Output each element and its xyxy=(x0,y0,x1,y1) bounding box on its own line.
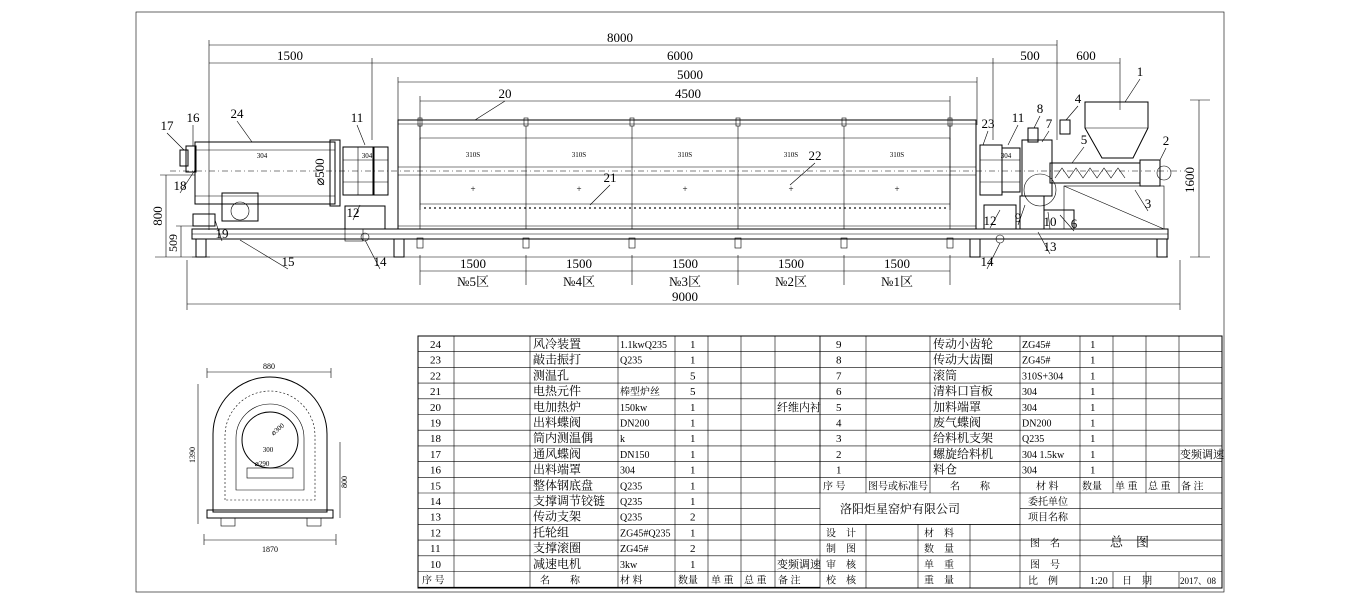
property-label: 单 重 xyxy=(924,559,954,571)
dim-height-low: 509 xyxy=(166,234,180,252)
drawing-name-label: 图 名 xyxy=(1030,538,1060,550)
signoff-label: 校 核 xyxy=(826,575,856,587)
bom-right-header: 图号或标准号 xyxy=(868,481,928,493)
callout-21: 21 xyxy=(603,170,617,185)
callout-5: 5 xyxy=(1080,132,1088,147)
bom-left-spec: 150kw xyxy=(620,402,648,414)
bom-left-no: 22 xyxy=(430,370,441,383)
bom-left-header: 单 重 xyxy=(711,575,734,587)
bom-left-remark: 变频调速 xyxy=(777,558,821,571)
callout-16: 16 xyxy=(186,110,200,125)
bom-left-no: 23 xyxy=(430,354,441,367)
client-label: 委托单位 xyxy=(1028,497,1068,508)
bom-right-no: 9 xyxy=(836,339,842,351)
bom-right-no: 5 xyxy=(836,401,842,414)
bom-left-header: 名 称 xyxy=(540,575,580,587)
thermo-port-marker: + xyxy=(470,184,476,194)
bom-left-qty: 2 xyxy=(690,511,696,524)
bom-left-name: 支撑滚圈 xyxy=(533,541,582,556)
bom-left-header: 序 号 xyxy=(422,575,445,587)
bom-right-spec: DN200 xyxy=(1022,418,1052,430)
ring-material-label: 304 xyxy=(1000,152,1012,160)
thermo-port-marker: + xyxy=(576,184,582,194)
bom-left-header: 材 料 xyxy=(620,575,643,587)
dim-right-b: 600 xyxy=(1076,48,1096,63)
gear-ring xyxy=(1024,174,1056,206)
screw-feeder xyxy=(1050,163,1140,183)
bom-right-no: 4 xyxy=(836,417,842,430)
scale-value: 1:20 xyxy=(1090,576,1108,587)
callout-19: 19 xyxy=(215,226,229,241)
section-view xyxy=(188,362,349,554)
dim-left-section: 1500 xyxy=(277,48,303,63)
bom-left-spec: 3kw xyxy=(620,559,638,571)
callout-4: 4 xyxy=(1074,91,1082,106)
bom-left-qty: 1 xyxy=(690,558,696,571)
dim-overall-top: 8000 xyxy=(607,30,633,45)
dim-middle: 6000 xyxy=(667,48,693,63)
bom-left-no: 17 xyxy=(430,448,441,461)
bom-left-name: 托轮组 xyxy=(533,525,570,540)
bom-left-header: 总 重 xyxy=(744,575,767,587)
bom-left-qty: 1 xyxy=(690,464,696,477)
bom-left-name: 支撑调节铰链 xyxy=(533,494,606,508)
bom-left-qty: 2 xyxy=(690,543,696,556)
bom-right-spec: 310S+304 xyxy=(1022,371,1064,383)
bom-left-no: 12 xyxy=(430,527,441,540)
bom-left-spec: DN200 xyxy=(620,418,650,430)
bom-right-qty: 1 xyxy=(1090,401,1096,414)
bom-right-no: 1 xyxy=(836,464,842,477)
zone-length: 1500 xyxy=(460,256,486,271)
bom-right-header: 总 重 xyxy=(1148,481,1171,493)
bom-right-name: 螺旋给料机 xyxy=(933,446,994,461)
section-inner-height: 800 xyxy=(340,476,349,488)
zone-length: 1500 xyxy=(778,256,804,271)
bom-left-qty: 1 xyxy=(690,339,696,351)
bom-right-no: 2 xyxy=(836,448,842,461)
bom-left-no: 14 xyxy=(430,496,441,508)
bom-right-name: 滚筒 xyxy=(933,368,958,383)
gear-reducer xyxy=(1020,196,1044,229)
bom-left-spec: k xyxy=(620,434,625,446)
section-width-top: 880 xyxy=(263,362,275,371)
bom-left-qty: 1 xyxy=(690,480,696,493)
thermo-port-marker: + xyxy=(894,184,900,194)
bom-left-no: 10 xyxy=(430,558,441,571)
bom-left-name: 电热元件 xyxy=(533,384,582,399)
bom-right-header: 序 号 xyxy=(823,481,846,493)
bom-left-name: 整体钢底盘 xyxy=(533,478,594,493)
property-label: 材 料 xyxy=(924,528,954,540)
bom-left-spec: Q235 xyxy=(620,512,643,524)
dim-height-left: 800 xyxy=(150,206,165,226)
bom-right-name: 清料口盲板 xyxy=(933,384,994,399)
bom-right-name: 传动小齿轮 xyxy=(933,337,994,351)
bom-left-spec: Q235 xyxy=(620,355,643,367)
bom-left-no: 18 xyxy=(430,433,441,446)
thermo-port-marker: + xyxy=(682,184,688,194)
scale-label: 比 例 xyxy=(1028,576,1058,587)
signoff-label: 设 计 xyxy=(826,528,856,540)
bom-left-name: 出料端罩 xyxy=(533,462,582,477)
bom-left-qty: 5 xyxy=(690,386,696,399)
section-d1: ⌀300 xyxy=(269,421,286,438)
bom-right-name: 废气蝶阀 xyxy=(933,415,982,430)
callout-9: 9 xyxy=(1014,210,1022,225)
bom-right-qty: 1 xyxy=(1090,354,1096,367)
bom-left-spec: ZG45# xyxy=(620,544,649,556)
bom-left-no: 15 xyxy=(430,480,441,493)
bom-right-name: 传动大齿圈 xyxy=(933,352,994,367)
bom-right-spec: 304 xyxy=(1022,402,1037,414)
bom-left-spec: Q235 xyxy=(620,497,643,508)
callout-10: 10 xyxy=(1043,214,1057,229)
section-height: 1390 xyxy=(188,447,197,463)
callout-11: 11 xyxy=(350,110,364,125)
bom-left-spec: 1.1kwQ235 xyxy=(620,340,667,351)
bom-left-name: 出料蝶阀 xyxy=(533,415,582,430)
callout-23: 23 xyxy=(981,116,995,131)
bom-left-name: 电加热炉 xyxy=(533,399,582,414)
bom-right-spec: ZG45# xyxy=(1022,355,1051,367)
signoff-label: 制 图 xyxy=(826,544,856,556)
bom-right-spec: 304 xyxy=(1022,465,1037,477)
date-value: 2017、08 xyxy=(1180,576,1217,586)
property-label: 重 量 xyxy=(924,575,954,587)
callout-20: 20 xyxy=(498,86,512,101)
bom-right-no: 8 xyxy=(836,354,842,367)
bom-right-qty: 1 xyxy=(1090,386,1096,399)
callout-13: 13 xyxy=(1043,239,1057,254)
project-label: 项目名称 xyxy=(1028,512,1068,524)
tube-material-label: 310S xyxy=(889,151,905,159)
bom-left-qty: 1 xyxy=(690,496,696,508)
riding-ring-right xyxy=(980,145,1002,195)
section-d3: ⌀290 xyxy=(254,460,270,468)
bom-right-spec: Q235 xyxy=(1022,434,1045,446)
bom-right-spec: 304 xyxy=(1022,387,1037,399)
bom-left-spec: DN150 xyxy=(620,449,650,461)
callout-7: 7 xyxy=(1045,116,1053,131)
bom-left-no: 19 xyxy=(430,417,441,430)
callout-14: 14 xyxy=(373,254,387,269)
bom-left-header: 备 注 xyxy=(778,575,801,587)
hood-material-label: 304 xyxy=(256,152,268,160)
dim-overall-bottom: 9000 xyxy=(672,289,698,304)
callout-6: 6 xyxy=(1070,216,1078,231)
zone-label: №2区 xyxy=(775,274,807,289)
bom-right-no: 6 xyxy=(836,386,842,399)
bom-left-qty: 1 xyxy=(690,527,696,540)
bom-right-qty: 1 xyxy=(1090,433,1096,446)
heating-elements xyxy=(424,207,946,209)
bom-right-no: 3 xyxy=(836,433,842,446)
bom-left-no: 16 xyxy=(430,464,441,477)
bom-right-header: 单 重 xyxy=(1115,481,1138,493)
bom-right-header: 数量 xyxy=(1082,481,1102,493)
bom-left-no: 20 xyxy=(430,401,441,414)
bom-right-no: 7 xyxy=(836,370,842,383)
bom-left-qty: 1 xyxy=(690,448,696,461)
bom-left-name: 筒内测温偶 xyxy=(533,431,594,446)
bom-left-remark: 纤维内衬 xyxy=(777,401,821,414)
bom-left-qty: 1 xyxy=(690,417,696,430)
bom-left-qty: 1 xyxy=(690,354,696,367)
bom-right-qty: 1 xyxy=(1090,417,1096,430)
bom-right-remark: 变频调速 xyxy=(1180,448,1224,461)
tube-material-label: 310S xyxy=(677,151,693,159)
bom-right-spec: ZG45# xyxy=(1022,340,1051,351)
bom-left-header: 数量 xyxy=(678,575,698,587)
callout-12: 12 xyxy=(346,205,360,220)
bom-right-qty: 1 xyxy=(1090,370,1096,383)
zone-label: №4区 xyxy=(563,274,595,289)
dim-height-right: 1600 xyxy=(1182,167,1197,193)
tube-material-label: 310S xyxy=(783,151,799,159)
hopper xyxy=(1085,102,1148,158)
dim-right-a: 500 xyxy=(1020,48,1040,63)
bom-left-name: 减速电机 xyxy=(533,556,582,571)
callout-15: 15 xyxy=(281,254,295,269)
bom-left-name: 测温孔 xyxy=(533,368,570,383)
date-label: 日 期 xyxy=(1122,576,1152,587)
bom-left-spec: ZG45#Q235 xyxy=(620,528,671,540)
dim-diameter: ⌀500 xyxy=(312,158,327,186)
bom-left-no: 11 xyxy=(430,543,441,556)
callout-2: 2 xyxy=(1162,133,1170,148)
bom-left-name: 传动支架 xyxy=(533,509,582,524)
bom-left-qty: 1 xyxy=(690,433,696,446)
thermo-port-marker: + xyxy=(788,184,794,194)
bom-right-name: 料仓 xyxy=(933,462,958,477)
signoff-label: 审 核 xyxy=(826,559,856,571)
tube-material-label: 310S xyxy=(571,151,587,159)
bom-left-qty: 5 xyxy=(690,370,696,383)
callout-22: 22 xyxy=(808,148,822,163)
bom-left-name: 敲击振打 xyxy=(533,352,582,367)
dim-5000: 5000 xyxy=(677,67,703,82)
bom-right-name: 给料机支架 xyxy=(933,431,994,446)
property-label: 数 量 xyxy=(924,544,954,556)
bom-right-header: 材 料 xyxy=(1036,481,1059,493)
bom-right-qty: 1 xyxy=(1090,339,1096,351)
drawing-name: 总 图 xyxy=(1110,534,1150,550)
drawing-no-label: 图 号 xyxy=(1030,559,1060,571)
bill-of-materials xyxy=(418,336,1224,588)
zone-label: №1区 xyxy=(881,274,913,289)
section-outer-shell xyxy=(213,377,327,512)
ring-material-label: 304 xyxy=(361,152,373,160)
feed-hood xyxy=(1022,140,1052,196)
bom-left-qty: 1 xyxy=(690,401,696,414)
callout-11: 11 xyxy=(1011,110,1025,125)
bom-right-header: 名 称 xyxy=(950,481,990,493)
bom-left-name: 风冷装置 xyxy=(533,337,582,351)
callout-24: 24 xyxy=(230,106,244,121)
bom-left-no: 21 xyxy=(430,386,441,399)
bom-right-qty: 1 xyxy=(1090,464,1096,477)
bom-left-spec: Q235 xyxy=(620,481,643,493)
bom-right-name: 加料端罩 xyxy=(933,399,982,414)
exhaust-valve xyxy=(1060,120,1070,134)
company-name: 洛阳炬星窑炉有限公司 xyxy=(840,502,961,516)
callout-8: 8 xyxy=(1036,101,1044,116)
bom-right-header: 备 注 xyxy=(1181,481,1204,493)
section-drum xyxy=(242,412,298,468)
electric-furnace xyxy=(398,120,976,229)
section-d2: 300 xyxy=(262,446,274,454)
zone-label: №5区 xyxy=(457,274,489,289)
tube-material-label: 310S xyxy=(465,151,481,159)
dim-4500: 4500 xyxy=(675,86,701,101)
callout-3: 3 xyxy=(1144,196,1152,211)
zone-label: №3区 xyxy=(669,274,701,289)
bom-right-qty: 1 xyxy=(1090,448,1096,461)
bom-left-spec: 棒型炉丝 xyxy=(620,387,660,399)
callout-17: 17 xyxy=(160,118,174,133)
zone-length: 1500 xyxy=(884,256,910,271)
callout-18: 18 xyxy=(173,178,187,193)
section-width-bottom: 1870 xyxy=(262,545,278,554)
bom-left-spec: 304 xyxy=(620,465,635,477)
bom-left-no: 13 xyxy=(430,511,441,524)
callout-1: 1 xyxy=(1136,64,1144,79)
callout-14: 14 xyxy=(980,254,994,269)
zone-labels xyxy=(457,256,913,289)
bom-left-name: 通风蝶阀 xyxy=(533,446,582,461)
bom-left-no: 24 xyxy=(430,339,441,351)
bom-right-spec: 304 1.5kw xyxy=(1022,449,1065,461)
vent-valve xyxy=(180,150,188,166)
zone-length: 1500 xyxy=(672,256,698,271)
callout-12: 12 xyxy=(983,213,997,228)
zone-length: 1500 xyxy=(566,256,592,271)
